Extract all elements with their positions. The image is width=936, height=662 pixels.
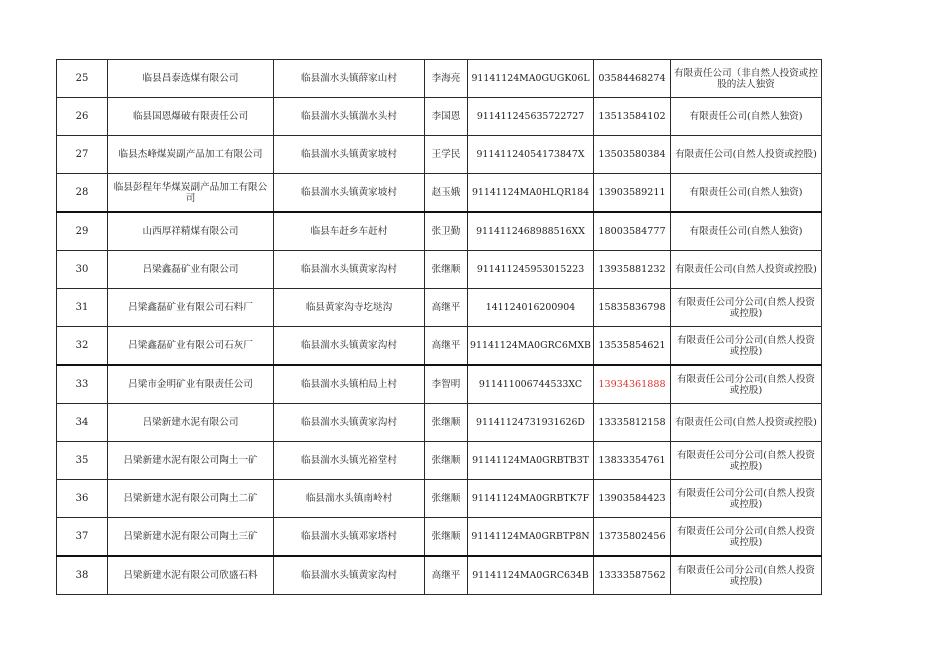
row-number-cell: 34 [57, 404, 108, 442]
phone-cell: 13935881232 [594, 251, 671, 289]
row-number-cell: 25 [57, 60, 108, 98]
row-number-cell: 36 [57, 480, 108, 518]
phone-cell: 13513584102 [594, 98, 671, 136]
table-row [57, 442, 822, 480]
address-cell: 临县车赶乡车赶村 [274, 212, 425, 251]
company-name-cell: 临县昌泰选煤有限公司 [108, 60, 274, 98]
company-name-cell: 吕梁鑫磊矿业有限公司 [108, 251, 274, 289]
table-row [57, 327, 822, 366]
phone-cell: 13833354761 [594, 442, 671, 480]
credit-code-cell: 141124016200904 [468, 289, 594, 327]
row-number-cell: 37 [57, 518, 108, 557]
phone-cell: 18003584777 [594, 212, 671, 251]
phone-cell: 13503580384 [594, 136, 671, 174]
address-cell: 临县湍水头镇黄家沟村 [274, 404, 425, 442]
address-cell: 临县湍水头镇光裕堂村 [274, 442, 425, 480]
credit-code-cell: 91141124MA0GUGK06L [468, 60, 594, 98]
company-type-cell: 有限责任公司(自然人投资或控股) [671, 136, 822, 174]
table-row [57, 98, 822, 136]
company-type-cell: 有限责任公司（非自然人投资或控股的法人独资 [671, 60, 822, 98]
row-number-cell: 32 [57, 327, 108, 366]
company-name-cell: 临县彭程年华煤炭副产品加工有限公司 [108, 174, 274, 213]
address-cell: 临县湍水头镇南岭村 [274, 480, 425, 518]
company-registry-table [56, 59, 822, 595]
company-name-cell: 临县国恩爆破有限责任公司 [108, 98, 274, 136]
row-number-cell: 33 [57, 365, 108, 404]
row-number-cell: 30 [57, 251, 108, 289]
row-number-cell: 31 [57, 289, 108, 327]
table-row [57, 174, 822, 213]
table-row [57, 289, 822, 327]
company-type-cell: 有限责任公司(自然人投资或控股) [671, 404, 822, 442]
company-name-cell: 吕梁新建水泥有限公司陶土二矿 [108, 480, 274, 518]
phone-cell: 13934361888 [594, 365, 671, 404]
address-cell: 临县湍水头镇黄家沟村 [274, 556, 425, 595]
phone-cell: 15835836798 [594, 289, 671, 327]
company-type-cell: 有限责任公司(自然人投资或控股) [671, 251, 822, 289]
company-name-cell: 吕梁新建水泥有限公司陶土一矿 [108, 442, 274, 480]
credit-code-cell: 91141124MA0GRBTP8N [468, 518, 594, 557]
table-row [57, 251, 822, 289]
phone-cell: 13903584423 [594, 480, 671, 518]
address-cell: 临县湍水头镇黄家沟村 [274, 327, 425, 366]
credit-code-cell: 91141124054173847X [468, 136, 594, 174]
phone-cell: 13333587562 [594, 556, 671, 595]
address-cell: 临县湍水头镇黄家沟村 [274, 251, 425, 289]
company-type-cell: 有限责任公司分公司(自然人投资或控股) [671, 365, 822, 404]
legal-person-cell: 张卫勤 [425, 212, 468, 251]
legal-person-cell: 张继顺 [425, 442, 468, 480]
table-row [57, 136, 822, 174]
legal-person-cell: 王学民 [425, 136, 468, 174]
table-row [57, 480, 822, 518]
company-type-cell: 有限责任公司分公司(自然人投资或控股) [671, 480, 822, 518]
legal-person-cell: 李智明 [425, 365, 468, 404]
credit-code-cell: 911411006744533XC [468, 365, 594, 404]
legal-person-cell: 张继顺 [425, 251, 468, 289]
company-name-cell: 吕梁市金明矿业有限责任公司 [108, 365, 274, 404]
row-number-cell: 35 [57, 442, 108, 480]
credit-code-cell: 911411245953015223 [468, 251, 594, 289]
company-type-cell: 有限责任公司分公司(自然人投资或控股) [671, 327, 822, 366]
phone-cell: 13735802456 [594, 518, 671, 557]
row-number-cell: 26 [57, 98, 108, 136]
row-number-cell: 38 [57, 556, 108, 595]
legal-person-cell: 李海亮 [425, 60, 468, 98]
legal-person-cell: 张继顺 [425, 480, 468, 518]
credit-code-cell: 91141124731931626D [468, 404, 594, 442]
legal-person-cell: 赵玉娥 [425, 174, 468, 213]
company-name-cell: 吕梁新建水泥有限公司陶土三矿 [108, 518, 274, 557]
credit-code-cell: 9114112468988516XX [468, 212, 594, 251]
address-cell: 临县湍水头镇邓家塔村 [274, 518, 425, 557]
company-name-cell: 临县杰峰煤炭副产品加工有限公司 [108, 136, 274, 174]
table-row [57, 212, 822, 251]
company-type-cell: 有限责任公司分公司(自然人投资或控股) [671, 556, 822, 595]
legal-person-cell: 张继顺 [425, 404, 468, 442]
company-name-cell: 吕梁新建水泥有限公司欣盛石料 [108, 556, 274, 595]
legal-person-cell: 高继平 [425, 327, 468, 366]
company-type-cell: 有限责任公司(自然人独资) [671, 174, 822, 213]
company-type-cell: 有限责任公司分公司(自然人投资或控股) [671, 289, 822, 327]
phone-cell: 03584468274 [594, 60, 671, 98]
credit-code-cell: 91141124MA0GRBTB3T [468, 442, 594, 480]
table-row [57, 404, 822, 442]
phone-cell: 13903589211 [594, 174, 671, 213]
credit-code-cell: 91141124MA0HLQR184 [468, 174, 594, 213]
address-cell: 临县湍水头镇柏局上村 [274, 365, 425, 404]
table-body [57, 60, 822, 595]
company-type-cell: 有限责任公司分公司(自然人投资或控股) [671, 518, 822, 557]
table-row [57, 365, 822, 404]
address-cell: 临县黄家沟寺圪垯沟 [274, 289, 425, 327]
company-type-cell: 有限责任公司(自然人独资) [671, 212, 822, 251]
phone-cell: 13535854621 [594, 327, 671, 366]
address-cell: 临县湍水头镇黄家坡村 [274, 136, 425, 174]
address-cell: 临县湍水头镇湍水头村 [274, 98, 425, 136]
company-type-cell: 有限责任公司分公司(自然人投资或控股) [671, 442, 822, 480]
credit-code-cell: 911411245635722727 [468, 98, 594, 136]
company-name-cell: 吕梁新建水泥有限公司 [108, 404, 274, 442]
legal-person-cell: 李国恩 [425, 98, 468, 136]
company-name-cell: 吕梁鑫磊矿业有限公司石料厂 [108, 289, 274, 327]
phone-cell: 13335812158 [594, 404, 671, 442]
company-name-cell: 吕梁鑫磊矿业有限公司石灰厂 [108, 327, 274, 366]
address-cell: 临县湍水头镇黄家坡村 [274, 174, 425, 213]
company-name-cell: 山西厚祥精煤有限公司 [108, 212, 274, 251]
table-row [57, 518, 822, 557]
table-row [57, 556, 822, 595]
credit-code-cell: 91141124MA0GRBTK7F [468, 480, 594, 518]
row-number-cell: 27 [57, 136, 108, 174]
legal-person-cell: 高继平 [425, 556, 468, 595]
company-type-cell: 有限责任公司(自然人独资) [671, 98, 822, 136]
credit-code-cell: 91141124MA0GRC6MXB [468, 327, 594, 366]
row-number-cell: 28 [57, 174, 108, 213]
legal-person-cell: 张继顺 [425, 518, 468, 557]
legal-person-cell: 高继平 [425, 289, 468, 327]
address-cell: 临县湍水头镇薛家山村 [274, 60, 425, 98]
credit-code-cell: 91141124MA0GRC634B [468, 556, 594, 595]
table-row [57, 60, 822, 98]
row-number-cell: 29 [57, 212, 108, 251]
